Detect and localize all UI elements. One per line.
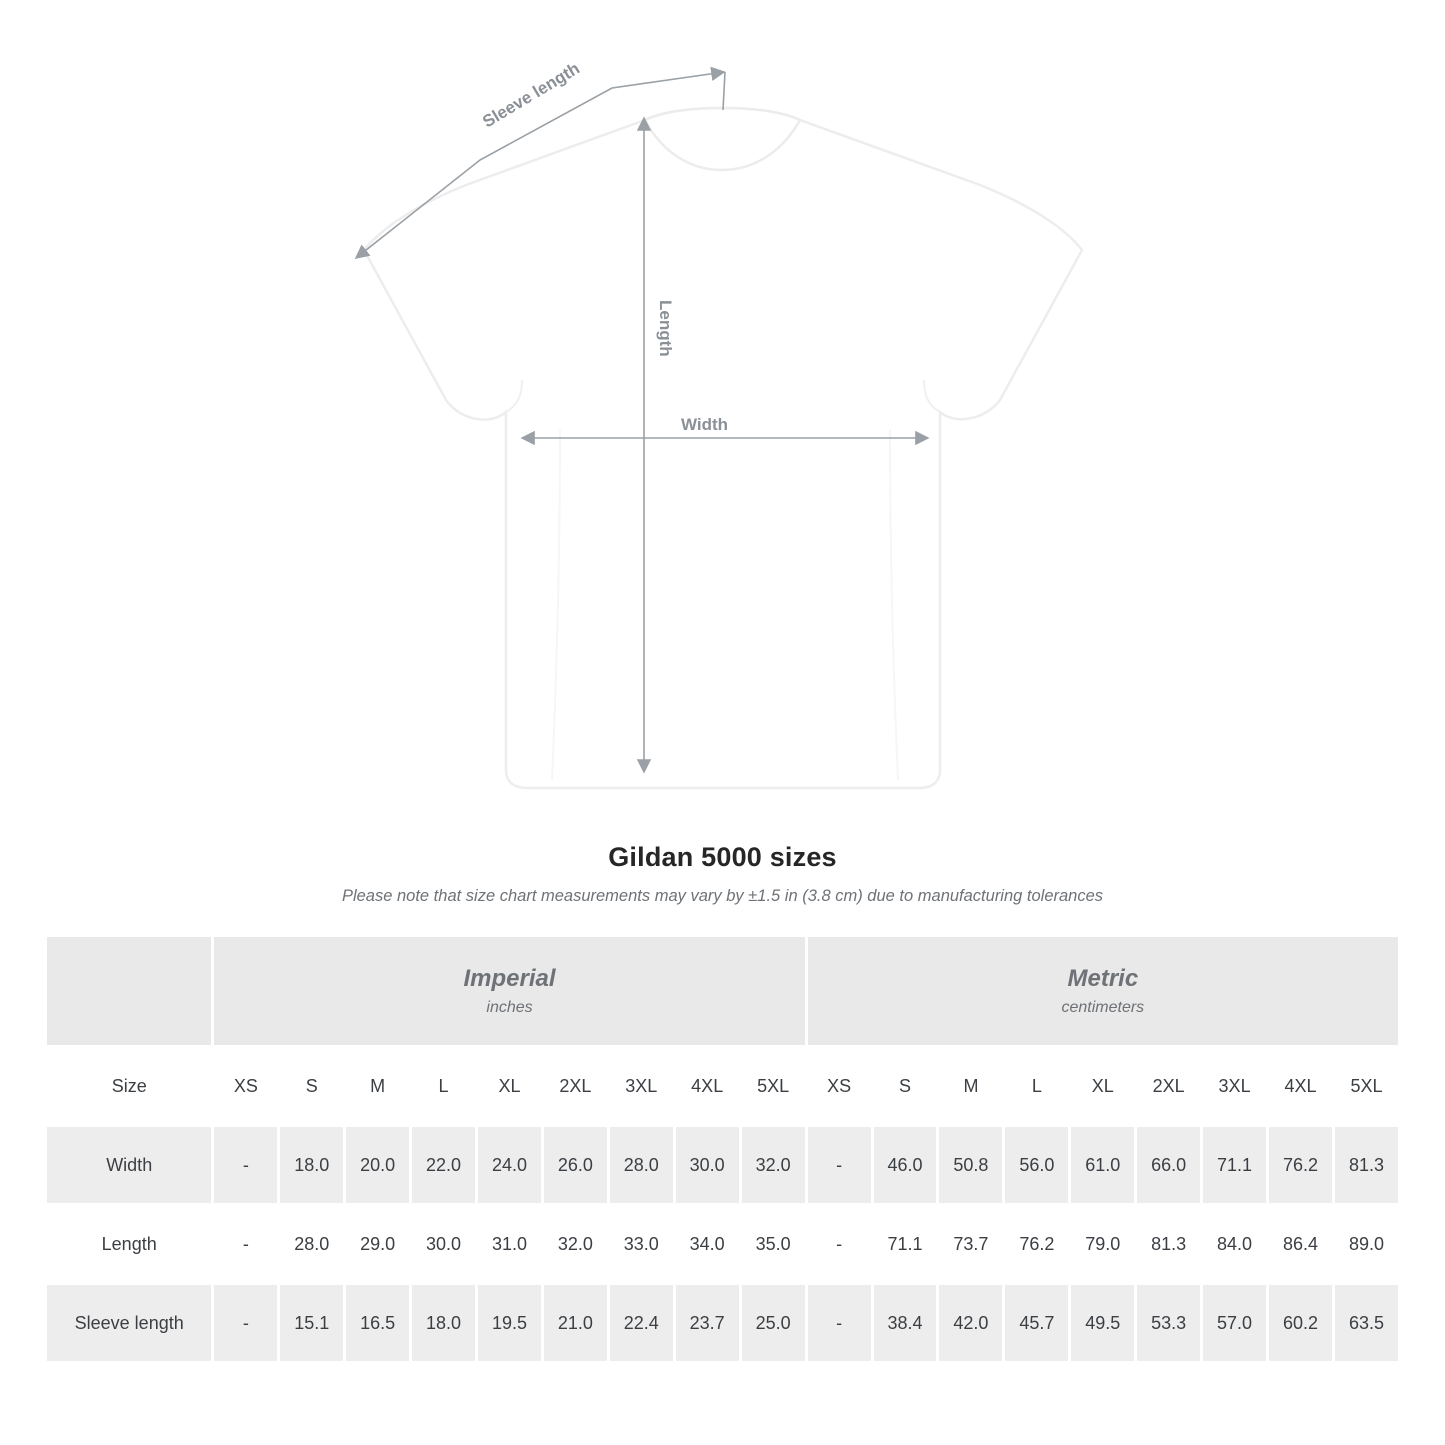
cell-width-imperial-5xl: 32.0 [740,1126,806,1205]
size-table [44,934,1401,1364]
cell-width-metric-xl: 61.0 [1070,1126,1136,1205]
unit-imperial-sub: inches [486,998,533,1016]
column-header-size: Size [46,1047,213,1126]
cell-width-imperial-l: 22.0 [411,1126,477,1205]
cell-length-metric-4xl: 86.4 [1268,1205,1334,1284]
page-title: Gildan 5000 sizes [608,842,837,872]
cell-width-metric-xs: - [806,1126,872,1205]
cell-length-metric-3xl: 84.0 [1202,1205,1268,1284]
cell-width-metric-4xl: 76.2 [1268,1126,1334,1205]
cell-width-metric-5xl: 81.3 [1333,1126,1399,1205]
header-imperial-s: S [279,1047,345,1126]
cell-length-metric-l: 76.2 [1004,1205,1070,1284]
header-imperial-xs: XS [213,1047,279,1126]
cell-length-metric-xs: - [806,1205,872,1284]
cell-sleeve-imperial-s: 15.1 [279,1284,345,1363]
header-imperial-3xl: 3XL [608,1047,674,1126]
header-metric-2xl: 2XL [1136,1047,1202,1126]
header-metric-s: S [872,1047,938,1126]
row-label-width: Width [46,1126,213,1205]
unit-imperial-name: Imperial [463,965,556,993]
unit-header-spacer [46,936,213,1047]
cell-length-imperial-2xl: 32.0 [542,1205,608,1284]
cell-sleeve-imperial-xs: - [213,1284,279,1363]
cell-width-metric-m: 50.8 [938,1126,1004,1205]
cell-sleeve-imperial-2xl: 21.0 [542,1284,608,1363]
title-block [0,842,1445,906]
cell-sleeve-metric-xl: 49.5 [1070,1284,1136,1363]
cell-width-imperial-4xl: 30.0 [674,1126,740,1205]
cell-length-imperial-xs: - [213,1205,279,1284]
header-imperial-5xl: 5XL [740,1047,806,1126]
size-table-wrapper [44,934,1401,1364]
header-metric-5xl: 5XL [1333,1047,1399,1126]
unit-header-row [46,936,1400,1047]
cell-width-metric-l: 56.0 [1004,1126,1070,1205]
cell-sleeve-imperial-4xl: 23.7 [674,1284,740,1363]
cell-width-imperial-xs: - [213,1126,279,1205]
cell-width-metric-2xl: 66.0 [1136,1126,1202,1205]
cell-length-imperial-4xl: 34.0 [674,1205,740,1284]
cell-sleeve-metric-4xl: 60.2 [1268,1284,1334,1363]
cell-sleeve-metric-s: 38.4 [872,1284,938,1363]
unit-header-metric [806,936,1399,1047]
header-metric-m: M [938,1047,1004,1126]
cell-length-metric-s: 71.1 [872,1205,938,1284]
table-row [46,1126,1400,1205]
cell-length-metric-xl: 79.0 [1070,1205,1136,1284]
header-metric-l: L [1004,1047,1070,1126]
cell-sleeve-metric-xs: - [806,1284,872,1363]
unit-header-imperial [213,936,806,1047]
cell-length-imperial-s: 28.0 [279,1205,345,1284]
cell-sleeve-metric-2xl: 53.3 [1136,1284,1202,1363]
header-metric-3xl: 3XL [1202,1047,1268,1126]
header-metric-xl: XL [1070,1047,1136,1126]
cell-sleeve-metric-m: 42.0 [938,1284,1004,1363]
cell-sleeve-imperial-3xl: 22.4 [608,1284,674,1363]
cell-length-imperial-xl: 31.0 [477,1205,543,1284]
cell-sleeve-imperial-l: 18.0 [411,1284,477,1363]
cell-length-imperial-m: 29.0 [345,1205,411,1284]
cell-sleeve-metric-l: 45.7 [1004,1284,1070,1363]
cell-width-metric-3xl: 71.1 [1202,1126,1268,1205]
header-imperial-4xl: 4XL [674,1047,740,1126]
cell-width-imperial-xl: 24.0 [477,1126,543,1205]
header-imperial-2xl: 2XL [542,1047,608,1126]
cell-length-imperial-3xl: 33.0 [608,1205,674,1284]
cell-sleeve-imperial-m: 16.5 [345,1284,411,1363]
cell-length-imperial-l: 30.0 [411,1205,477,1284]
cell-sleeve-imperial-5xl: 25.0 [740,1284,806,1363]
cell-width-metric-s: 46.0 [872,1126,938,1205]
cell-sleeve-metric-5xl: 63.5 [1333,1284,1399,1363]
cell-length-imperial-5xl: 35.0 [740,1205,806,1284]
size-header-row [46,1047,1400,1126]
tshirt-shape [364,108,1082,788]
cell-width-imperial-3xl: 28.0 [608,1126,674,1205]
cell-length-metric-m: 73.7 [938,1205,1004,1284]
header-imperial-xl: XL [477,1047,543,1126]
header-imperial-m: M [345,1047,411,1126]
cell-sleeve-imperial-xl: 19.5 [477,1284,543,1363]
row-label-length: Length [46,1205,213,1284]
cell-width-imperial-2xl: 26.0 [542,1126,608,1205]
table-row [46,1205,1400,1284]
table-row [46,1284,1400,1363]
cell-length-metric-2xl: 81.3 [1136,1205,1202,1284]
width-label: Width [681,415,729,434]
tolerance-note: Please note that size chart measurements may vary by ±1.5 in (3.8 cm) due to manufacturing tolerances [341,887,1104,905]
header-metric-xs: XS [806,1047,872,1126]
unit-metric-name: Metric [1067,965,1139,993]
unit-metric-sub: centimeters [1061,998,1145,1016]
cell-sleeve-metric-3xl: 57.0 [1202,1284,1268,1363]
header-imperial-l: L [411,1047,477,1126]
sleeve-length-label: Sleeve length [479,58,584,132]
cell-length-metric-5xl: 89.0 [1333,1205,1399,1284]
length-label: Length [656,300,675,357]
cell-width-imperial-s: 18.0 [279,1126,345,1205]
cell-width-imperial-m: 20.0 [345,1126,411,1205]
header-metric-4xl: 4XL [1268,1047,1334,1126]
row-label-sleeve-length: Sleeve length [46,1284,213,1363]
